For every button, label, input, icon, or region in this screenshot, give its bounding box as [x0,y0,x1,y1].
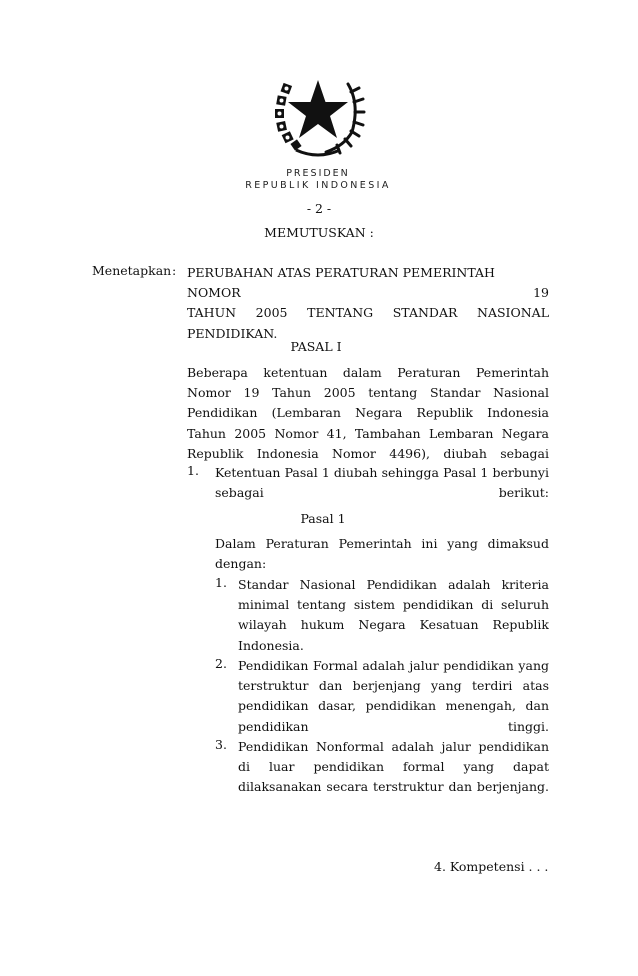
next-page-hint: 4. Kompetensi . . . [434,859,549,874]
menetapkan-colon: : [172,263,177,278]
pasal-i-item1-text: Ketentuan Pasal 1 diubah sehingga Pasal 1 berbunyi sebagai berikut: [215,465,549,501]
menetapkan-label: Menetapkan [92,263,172,278]
pasal-i-intro: Beberapa ketentuan dalam Peraturan Pemerintah Nomor 19 Tahun 2005 tentang Standar Nasional Pendidikan (Lembaran Negara Republik Indonesia Tahun 2005 Nomor 41, Tambahan Lembaran Negara Republik Indonesia Nomor 4496), diubah sebagai [187,365,549,461]
definition-item-number: 3. [215,737,227,752]
definition-item-number: 1. [215,575,227,590]
pasal-1-title: Pasal 1 [300,511,346,526]
regulation-title-line1: PERUBAHAN ATAS PERATURAN PEMERINTAH NOMOR 19 [187,265,549,301]
regulation-title-line3: PENDIDIKAN. [187,325,278,341]
definition-item-text: Pendidikan Formal adalah jalur pendidikan yang terstruktur dan berjenjang yang terdiri atas pendidikan dasar, pendidikan menengah, dan pendidikan tinggi. [238,658,549,734]
pasal-1-intro: Dalam Peraturan Pemerintah ini yang dimaksud dengan: [215,536,549,572]
institution-line-president: PRESIDEN [286,168,350,179]
regulation-title [187,263,549,344]
garuda-star-emblem-icon [268,70,368,160]
regulation-title-line2: TAHUN 2005 TENTANG STANDAR NASIONAL [187,305,549,321]
definition-item-text: Standar Nasional Pendidikan adalah kriteria minimal tentang sistem pendidikan di seluruh wilayah hukum Negara Kesatuan Republik Indonesia. [238,577,549,653]
pasal-i-title: PASAL I [290,339,342,354]
institution-line-republic: REPUBLIK INDONESIA [245,180,391,191]
definition-item-number: 2. [215,656,227,671]
page-number: - 2 - [306,201,332,216]
pasal-i-item1-number: 1. [187,463,199,478]
decision-heading: MEMUTUSKAN : [264,225,374,240]
definition-item-text: Pendidikan Nonformal adalah jalur pendidikan di luar pendidikan formal yang dapat dilaksanakan secara terstruktur dan berjenjang. [238,739,549,795]
